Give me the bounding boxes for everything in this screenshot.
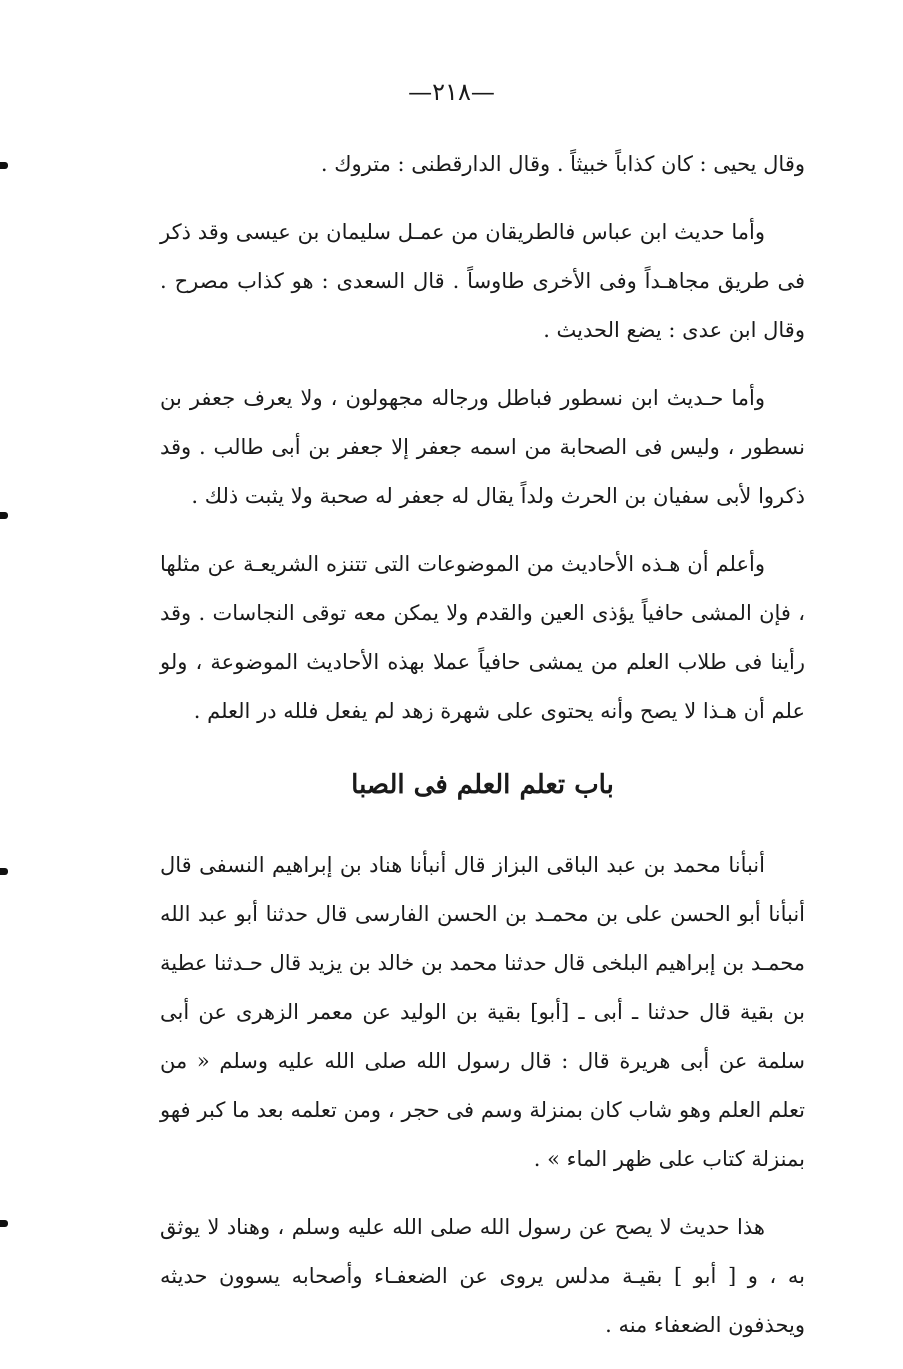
body-paragraph: وقال يحيى : كان كذاباً خبيثاً . وقال الدارقطنى : متروك .	[320, 152, 805, 176]
body-paragraph: وأما حـديث ابن نسطور فباطل ورجاله مجهولون ، ولا يعرف جعفر بن نسطور ، وليس فى الصحابة من اسمه جعفر إلا جعفر بن أبى طالب . وقد ذكروا لأبى سفيان بن الحرث ولداً يقال له جعفر له صحبة ولا يثبت ذلك .	[160, 386, 805, 508]
binding-mark	[0, 868, 8, 875]
binding-mark	[0, 512, 8, 519]
body-paragraph: وأما حديث ابن عباس فالطريقان من عمـل سليمان بن عيسى وقد ذكر فى طريق مجاهـداً وفى الأخرى طاوساً . قال السعدى : هو كذاب مصرح . وقال ابن عدى : يضع الحديث .	[160, 220, 805, 342]
body-paragraph: وأعلم أن هـذه الأحاديث من الموضوعات التى تتنزه الشريعـة عن مثلها ، فإن المشى حافياً يؤذى العين والقدم ولا يمكن معه توقى النجاسات . وقد رأينا فى طلاب العلم من يمشى حافياً عملا بهذه الأحاديث الموضوعة ، ولو علم أن هـذا لا يصح وأنه يحتوى على شهرة زهد لم يفعل فلله در العلم .	[160, 552, 805, 723]
page-number: —٢١٨—	[408, 78, 495, 106]
page-body	[160, 140, 805, 1369]
body-paragraph: أنبأنا محمد بن عبد الباقى البزاز قال أنبأنا هناد بن إبراهيم النسفى قال أنبأنا أبو الحسن على بن محمـد بن الحسن الفارسى قال حدثنا أبو عبد الله محمـد بن إبراهيم البلخى قال حدثنا محمد بن خالد بن يزيد قال حـدثنا عطية بن بقية قال حدثنا ـ أبى ـ [أبو] بقية بن الوليد عن معمر الزهرى عن أبى سلمة عن أبى هريرة قال : قال رسول الله صلى الله عليه وسلم « من تعلم العلم وهو شاب كان بمنزلة وسم فى حجر ، ومن تعلمه بعد ما كبر فهو بمنزلة كتاب على ظهر الماء » .	[160, 853, 805, 1171]
chapter-heading: باب تعلم العلم فى الصبا	[351, 770, 614, 800]
binding-mark	[0, 1220, 8, 1227]
binding-mark	[0, 162, 8, 169]
body-paragraph: هذا حديث لا يصح عن رسول الله صلى الله عليه وسلم ، وهناد لا يوثق به ، و [ أبو ] بقيـة مدلس يروى عن الضعفـاء وأصحابه يسوون حديثه ويحذفون الضعفاء منه .	[160, 1215, 805, 1337]
